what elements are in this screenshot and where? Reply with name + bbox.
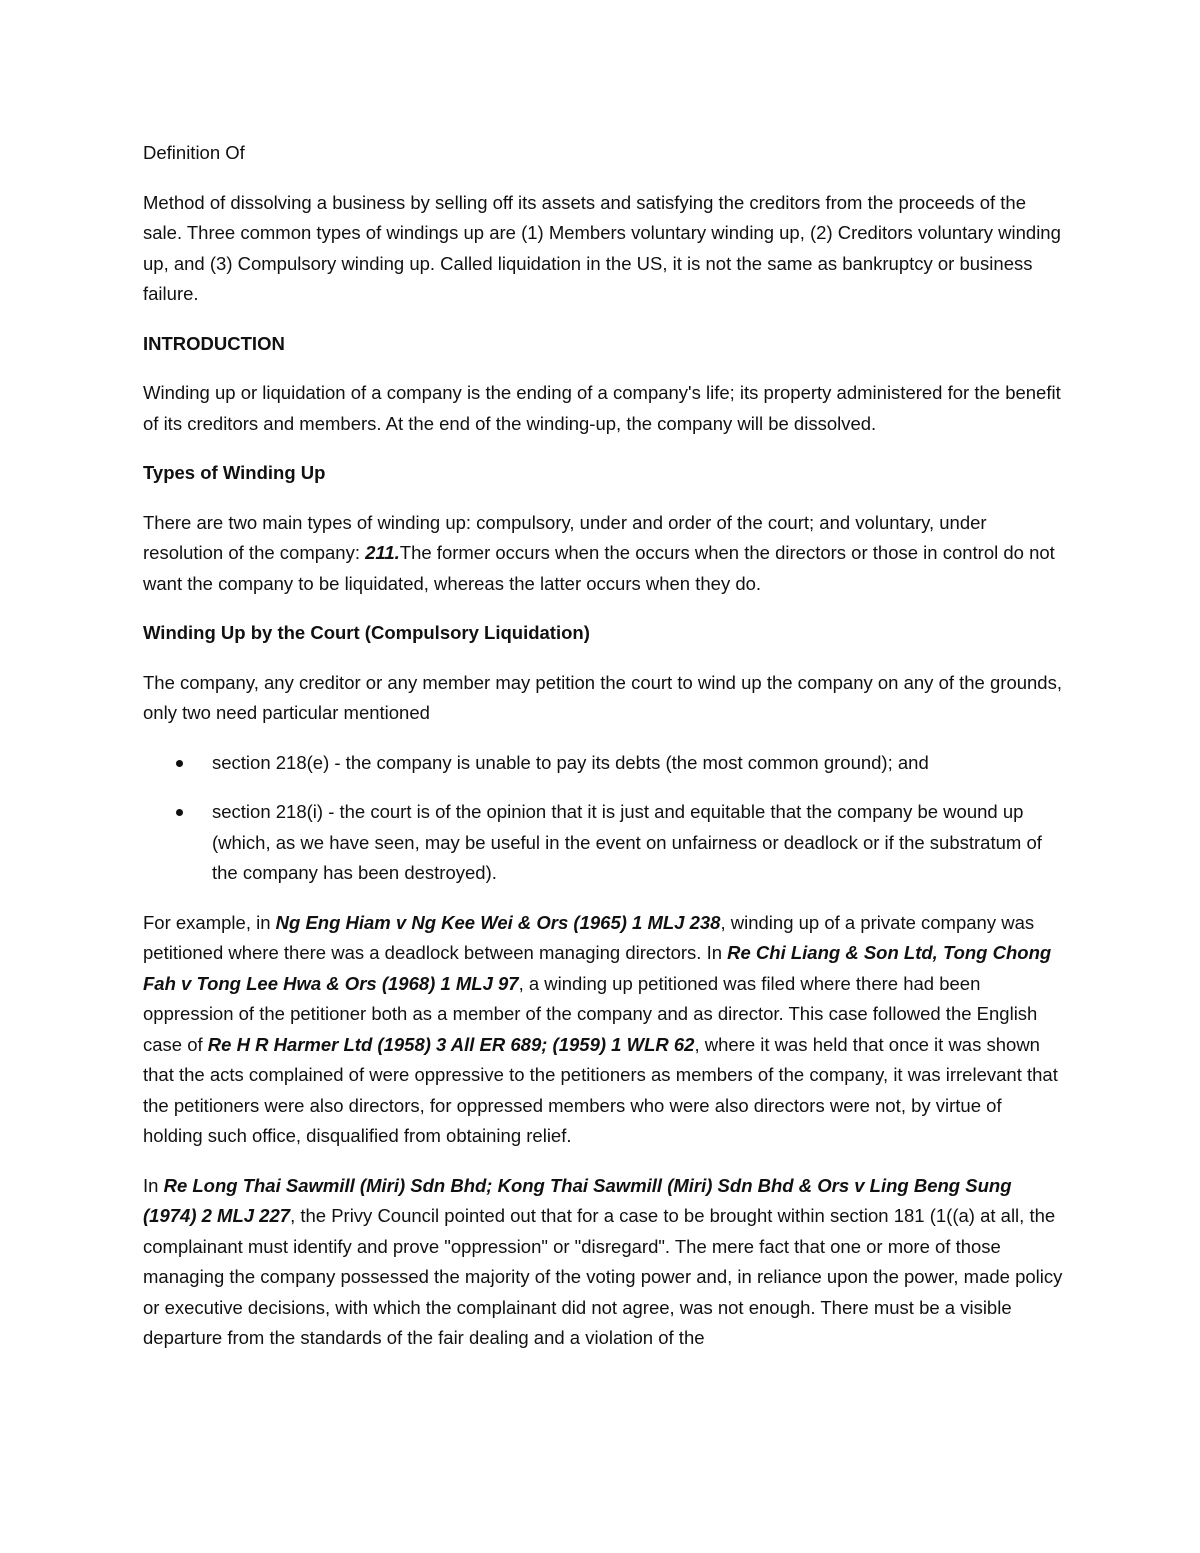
case-citation-re-h-r-harmer: Re H R Harmer Ltd (1958) 3 All ER 689; (1959) 1 WLR 62 xyxy=(207,1033,695,1055)
list-item xyxy=(143,797,1063,889)
example-text-4: , where it was held that once it was shown that the acts complained of were oppressive to the petitioners as members of the company, it was irrelevant that the petitioners were also directors, for oppressed members who were also directors were not, by virtue of holding such office, disqualified from obtaining relief. xyxy=(143,1033,1058,1146)
case-citation-re-long-thai: Re Long Thai Sawmill (Miri) Sdn Bhd; Kong Thai Sawmill (Miri) Sdn Bhd & Ors v Ling Beng Sung (1974) 2 MLJ 227 xyxy=(143,1174,1012,1226)
introduction-heading: INTRODUCTION xyxy=(143,332,285,354)
case-citation-re-chi-liang: Re Chi Liang & Son Ltd, Tong Chong Fah v Tong Lee Hwa & Ors (1968) 1 MLJ 97 xyxy=(143,942,1052,994)
grounds-list xyxy=(143,748,1063,889)
list-item-text: section 218(e) - the company is unable to pay its debts (the most common ground); and xyxy=(212,751,929,773)
introduction-text: Winding up or liquidation of a company is the ending of a company's life; its property administered for the benefit of its creditors and members. At the end of the winding-up, the company will be dissolved. xyxy=(143,382,1061,434)
types-section-ref: 211. xyxy=(365,542,400,563)
definition-label: Definition Of xyxy=(143,142,245,163)
privy-text-1: In xyxy=(143,1174,164,1196)
bullet-icon xyxy=(176,809,183,816)
court-heading: Winding Up by the Court (Compulsory Liquidation) xyxy=(143,622,590,643)
case-citation-ng-eng-hiam: Ng Eng Hiam v Ng Kee Wei & Ors (1965) 1 MLJ 238 xyxy=(275,911,721,933)
bullet-icon xyxy=(176,760,183,767)
court-text: The company, any creditor or any member may petition the court to wind up the company on any of the grounds, only two need particular mentioned xyxy=(143,671,1062,723)
example-paragraph xyxy=(143,908,1063,1152)
list-item xyxy=(143,748,1063,779)
types-heading: Types of Winding Up xyxy=(143,462,326,483)
types-paragraph xyxy=(143,508,1063,600)
types-text-2: The former occurs when the occurs when the directors or those in control do not want the company to be liquidated, whereas the latter occurs when they do. xyxy=(143,542,1055,594)
example-text-1: For example, in xyxy=(143,911,276,933)
example-text-2: , winding up of a private company was petitioned where there was a deadlock between managing directors. In xyxy=(143,911,1035,963)
privy-text-2: , the Privy Council pointed out that for a case to be brought within section 181 (1((a) at all, the complainant must identify and prove "oppression" or "disregard". The mere fact that one or more of those managing the company possessed the majority of the voting power and, in reliance upon the power, made policy or executive decisions, with which the complainant did not agree, was not enough. There must be a visible departure from the standards of the fair dealing and a violation of the xyxy=(143,1205,1063,1348)
list-item-text: section 218(i) - the court is of the opinion that it is just and equitable that the company be wound up (which, as we have seen, may be useful in the event on unfairness or deadlock or if the substratum of the company has been destroyed). xyxy=(212,801,1042,883)
example-text-3: , a winding up petitioned was filed where there had been oppression of the petitioner both as a member of the company and as director. This case followed the English case of xyxy=(143,972,1038,1055)
definition-text: Method of dissolving a business by selling off its assets and satisfying the creditors from the proceeds of the sale. Three common types of windings up are (1) Members voluntary winding up, (2) Creditors voluntary winding up, and (3) Compulsory winding up. Called liquidation in the US, it is not the same as bankruptcy or business failure. xyxy=(143,191,1061,304)
privy-council-paragraph xyxy=(143,1171,1063,1354)
types-text-1: There are two main types of winding up: compulsory, under and order of the court; and voluntary, under resolution of the company: xyxy=(143,511,987,563)
document-page xyxy=(143,138,1063,1373)
